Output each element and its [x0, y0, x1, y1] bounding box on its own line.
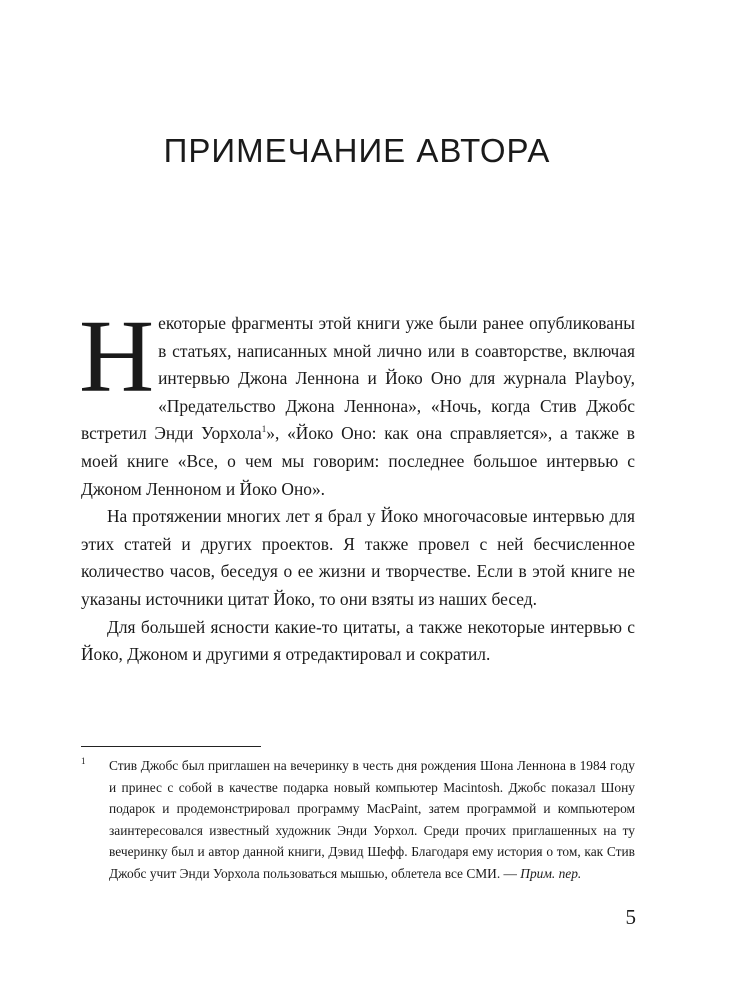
page-number: 5	[625, 905, 636, 929]
footnote-number: 1	[81, 756, 86, 766]
paragraph-2: На протяжении многих лет я брал у Йоко многочасовые интервью для этих статей и других проектов. Я также провел с ней бесчисленное количество часов, беседуя о ее жизни и творчестве. Если в этой книге не указаны источники цитат Йоко, то они взяты из наших бесед.	[81, 506, 635, 609]
page-title: ПРИМЕЧАНИЕ АВТОРА	[163, 132, 551, 169]
footnote-text	[109, 755, 635, 885]
footnote	[81, 755, 635, 885]
footnote-divider	[81, 746, 261, 747]
footnote-reference[interactable]: 1	[261, 424, 267, 435]
paragraph-1-text-b: », «Йоко Оно: как она справляется», а также в моей книге «Все, о чем мы говорим: последнее большое интервью с Джоном Ленноном и Йоко Оно».	[81, 423, 636, 499]
paragraph-3: Для большей ясности какие-то цитаты, а также некоторые интервью с Йоко, Джоном и другими я отредактировал и сократил.	[81, 616, 635, 665]
paragraph-1-text-a: екоторые фрагменты этой книги уже были ранее опубликованы в статьях, написанных мной лично или в соавторстве, включая интервью Джона Леннона и Йоко Оно для журнала Playboy, «Предательство Джона Леннона», «Ночь, когда Стив Джобс встретил Энди Уорхола	[81, 313, 635, 444]
drop-cap: Н	[79, 299, 155, 414]
body-text	[79, 299, 636, 669]
footnote-body: Стив Джобс был приглашен на вечеринку в честь дня рождения Шона Леннона в 1984 году и принес с собой в качестве подарка новый компьютер Macintosh. Джобс показал Шону подарок и продемонстрировал программу MacPaint, затем программой и компьютером заинтересовался известный художник Энди Уорхол. Среди прочих приглашенных на ту вечеринку был и автор данной книги, Дэвид Шефф. Благодаря ему история о том, как Стив Джобс учит Энди Уорхола пользоваться мышью, облетела все СМИ. —	[109, 758, 635, 881]
translator-note: Прим. пер.	[520, 865, 582, 881]
paragraph-1	[79, 299, 636, 503]
